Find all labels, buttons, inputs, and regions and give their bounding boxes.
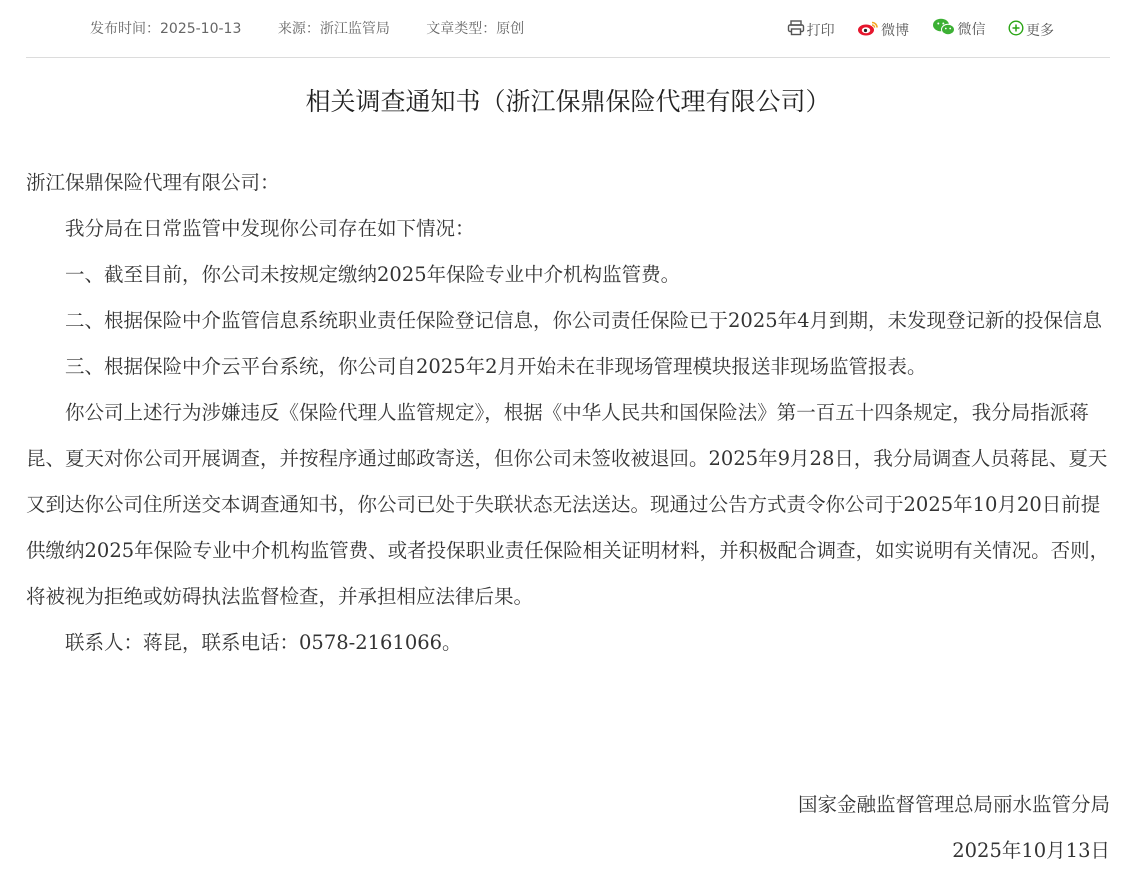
printer-icon: [787, 20, 805, 40]
paragraph-contact: 联系人：蒋昆，联系电话：0578-2161066。: [65, 631, 462, 654]
issue-date: 2025年10月13日: [952, 839, 1110, 862]
weibo-icon: [857, 20, 879, 40]
more-label: 更多: [1026, 23, 1054, 39]
paragraph-item-3: 三、根据保险中介云平台系统，你公司自2025年2月开始未在非现场管理模块报送非现场监管报表。: [65, 355, 927, 378]
print-button[interactable]: [787, 20, 835, 40]
wechat-label: 微信: [957, 22, 986, 38]
paragraph-notice: 你公司上述行为涉嫌违反《保险代理人监管规定》，根据《中华人民共和国保险法》第一百五十四条规定，我分局指派蒋昆、夏天对你公司开展调查，并按程序通过邮政寄送，但你公司未签收被退回。2025年9月28日，我分局调查人员蒋昆、夏天又到达你公司住所送交本调查通知书，你公司已处于失联状态无法送达。现通过公告方式责令你公司于2025年10月20日前提供缴纳2025年保险专业中介机构监管费、或者投保职业责任保险相关证明材料，并积极配合调查，如实说明有关情况。否则，将被视为拒绝或妨碍执法监督检查，并承担相应法律后果。: [26, 401, 1110, 608]
print-label: 打印: [806, 23, 835, 39]
article-title: 相关调查通知书（浙江保鼎保险代理有限公司）: [305, 87, 831, 116]
article-type: 文章类型：原创: [426, 21, 525, 37]
article-meta-bar: [26, 0, 1110, 58]
more-share-button[interactable]: [1008, 20, 1054, 40]
weibo-share-button[interactable]: [857, 20, 909, 40]
paragraph-item-2: 二、根据保险中介监管信息系统职业责任保险登记信息，你公司责任保险已于2025年4月到期，未发现登记新的投保信息: [65, 309, 1103, 332]
paragraph-intro: 我分局在日常监管中发现你公司存在如下情况：: [65, 217, 475, 240]
article-source: 来源：浙江监管局: [277, 21, 390, 37]
salutation: 浙江保鼎保险代理有限公司：: [26, 171, 280, 194]
paragraph-item-1: 一、截至目前，你公司未按规定缴纳2025年保险专业中介机构监管费。: [65, 263, 681, 286]
plus-circle-icon: [1008, 20, 1024, 40]
wechat-icon: [932, 18, 956, 40]
article-meta-info: [90, 18, 556, 38]
publish-time: 发布时间：2025-10-13: [90, 21, 242, 37]
issuing-organization: 国家金融监督管理总局丽水监管分局: [797, 793, 1110, 816]
wechat-share-button[interactable]: [932, 18, 986, 40]
share-toolbar: [769, 18, 1054, 40]
weibo-label: 微博: [881, 23, 910, 39]
signature-block: [798, 782, 1110, 874]
article-body: [26, 160, 1112, 666]
